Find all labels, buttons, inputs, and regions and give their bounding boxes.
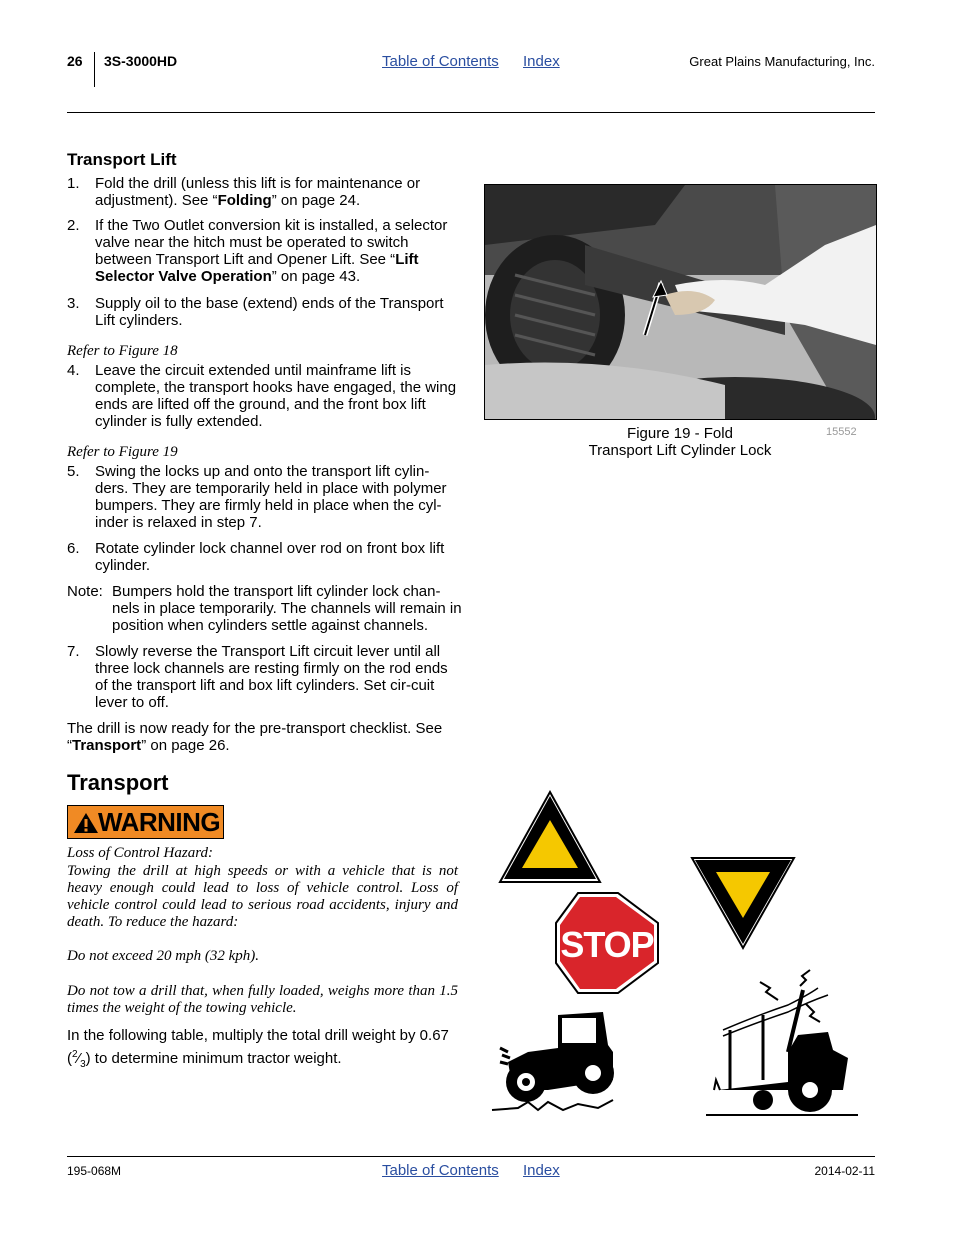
warning-text: WARNING bbox=[98, 807, 221, 837]
footer-rule bbox=[67, 1156, 875, 1157]
header-divider bbox=[94, 52, 95, 87]
step-6: 6. Rotate cylinder lock channel over rod on front box lift cylinder. bbox=[67, 540, 445, 574]
page-number: 26 bbox=[67, 53, 83, 69]
yield-sign-icon bbox=[692, 858, 794, 948]
transport-signs-illustration bbox=[488, 790, 868, 1120]
footer-toc-link[interactable]: Table of Contents bbox=[382, 1162, 499, 1179]
hazard-title: Loss of Control Hazard: bbox=[67, 845, 214, 861]
hazard-rule-2: Do not tow a drill that, when fully loaded, weighs more than 1.5 times the weight of the towing vehicle. bbox=[67, 983, 458, 1016]
warning-triangle-icon bbox=[73, 812, 99, 834]
hazard-rule-1: Do not exceed 20 mph (32 kph). bbox=[67, 948, 260, 964]
figure-19-caption: Figure 19 - Fold Transport Lift Cylinder Lock bbox=[588, 425, 772, 459]
step-4: 4. Leave the circuit extended until mainframe lift is complete, the transport hooks have engaged, the wing ends are lifted off the ground, and the front box lift cylinder is fully extended. bbox=[67, 362, 457, 430]
doc-number: 195-068M bbox=[67, 1164, 122, 1178]
section-title: Transport Lift bbox=[67, 150, 177, 169]
step-2: 2. If the Two Outlet conversion kit is installed, a selector valve near the hitch must be operated to switch between Transport Lift and Opener Lift. See “Lift Selector Valve Operation” on page 43. bbox=[67, 217, 448, 285]
step-5: 5. Swing the locks up and onto the transport lift cylin-ders. They are temporarily held in place with polymer bumpers. They are firmly held in place when the cyl-inder is relaxed in step 7. bbox=[67, 463, 447, 531]
stop-sign-icon bbox=[556, 893, 658, 993]
hazard-text: Towing the drill at high speeds or with a vehicle that is not heavy enough could lead to loss of vehicle control. Loss of vehicle control could lead to serious road accidents, injury and death. To reduce the hazard: bbox=[67, 863, 458, 930]
toc-link[interactable]: Table of Contents bbox=[382, 53, 499, 70]
transport-title: Transport bbox=[67, 770, 169, 795]
ready-text: The drill is now ready for the pre-transport checklist. See “Transport” on page 26. bbox=[67, 720, 443, 754]
power-line-hazard-icon bbox=[706, 970, 858, 1115]
note: Note: Bumpers hold the transport lift cylinder lock chan-nels in place temporarily. The channels will remain in position when cylinders settle against channels. bbox=[67, 583, 462, 634]
step-1: 1. Fold the drill (unless this lift is for maintenance or adjustment). See “Folding” on page 24. bbox=[67, 175, 421, 209]
refer-figure-19: Refer to Figure 19 bbox=[67, 444, 178, 460]
table-intro: In the following table, multiply the total drill weight by 0.67 $(^2⁄_3)$ to determine minimum tractor weight. bbox=[67, 1027, 449, 1070]
stop-sign-text: STOP bbox=[560, 924, 654, 965]
refer-figure-18: Refer to Figure 18 bbox=[67, 343, 178, 359]
footer-date: 2014-02-11 bbox=[814, 1164, 875, 1178]
step-7: 7. Slowly reverse the Transport Lift circuit lever until all three lock channels are resting firmly on the rod ends of the transport lift and box lift cylinders. Set cir-cuit lever to off. bbox=[67, 643, 448, 711]
tractor-icon bbox=[492, 1012, 614, 1110]
model-name: 3S-3000HD bbox=[104, 53, 178, 69]
footer-index-link[interactable]: Index bbox=[523, 1162, 560, 1179]
company-name: Great Plains Manufacturing, Inc. bbox=[689, 54, 875, 69]
warning-sign-icon bbox=[500, 792, 600, 882]
figure-19-photo bbox=[484, 184, 877, 420]
warning-label bbox=[67, 805, 224, 839]
header-rule bbox=[67, 112, 875, 113]
figure-id: 15552 bbox=[826, 426, 857, 438]
index-link[interactable]: Index bbox=[523, 53, 560, 70]
step-3: 3. Supply oil to the base (extend) ends of the Transport Lift cylinders. bbox=[67, 295, 444, 329]
